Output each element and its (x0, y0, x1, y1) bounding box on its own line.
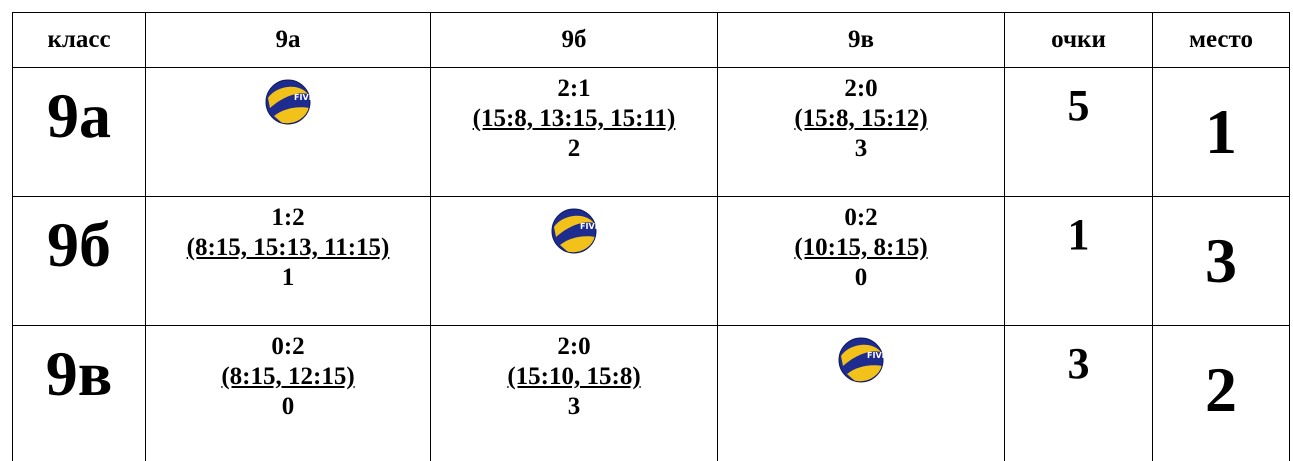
diagonal-cell (431, 197, 718, 326)
match-cell (718, 197, 1005, 326)
points-cell (1005, 68, 1153, 197)
table-row (13, 197, 1290, 326)
points-cell (1005, 326, 1153, 461)
diagonal-cell (718, 326, 1005, 461)
points-cell (1005, 197, 1153, 326)
match-sets: (15:8, 13:15, 15:11) (431, 104, 717, 134)
row-label (13, 326, 146, 461)
svg-text:FIVB: FIVB (867, 351, 888, 360)
volleyball-icon (550, 207, 598, 255)
match-cell (431, 326, 718, 461)
place-cell (1153, 326, 1290, 461)
total-points: 3 (1005, 326, 1152, 386)
row-label-text: 9а (13, 68, 145, 148)
place-value: 3 (1153, 197, 1289, 293)
row-label (13, 197, 146, 326)
match-cell (718, 68, 1005, 197)
header-place: место (1153, 13, 1290, 68)
header-9b: 9б (431, 13, 718, 68)
match-cell (146, 197, 431, 326)
match-cell (146, 326, 431, 461)
svg-text:FIVB: FIVB (580, 222, 601, 231)
volleyball-icon (837, 336, 885, 384)
match-points: 3 (431, 392, 717, 422)
volleyball-icon (264, 78, 312, 126)
table-row (13, 326, 1290, 461)
total-points: 5 (1005, 68, 1152, 128)
place-cell (1153, 197, 1290, 326)
match-score: 1:2 (146, 203, 430, 233)
match-score: 0:2 (146, 332, 430, 362)
header-row (13, 13, 1290, 68)
match-points: 3 (718, 134, 1004, 164)
header-class: класс (13, 13, 146, 68)
place-value: 1 (1153, 68, 1289, 164)
svg-text:FIVB: FIVB (294, 93, 315, 102)
match-points: 1 (146, 263, 430, 293)
header-9a: 9а (146, 13, 431, 68)
place-value: 2 (1153, 326, 1289, 422)
match-cell (431, 68, 718, 197)
match-score: 2:0 (431, 332, 717, 362)
match-score: 2:0 (718, 74, 1004, 104)
table-row (13, 68, 1290, 197)
row-label-text: 9б (13, 197, 145, 277)
cropped-heading-fragment (0, 0, 1293, 12)
place-cell (1153, 68, 1290, 197)
total-points: 1 (1005, 197, 1152, 257)
match-score: 0:2 (718, 203, 1004, 233)
match-points: 0 (718, 263, 1004, 293)
results-table (12, 12, 1290, 461)
match-points: 2 (431, 134, 717, 164)
diagonal-cell (146, 68, 431, 197)
match-sets: (15:10, 15:8) (431, 362, 717, 392)
row-label-text: 9в (13, 326, 145, 406)
match-sets: (15:8, 15:12) (718, 104, 1004, 134)
row-label (13, 68, 146, 197)
match-score: 2:1 (431, 74, 717, 104)
match-points: 0 (146, 392, 430, 422)
header-9v: 9в (718, 13, 1005, 68)
match-sets: (8:15, 12:15) (146, 362, 430, 392)
match-sets: (10:15, 8:15) (718, 233, 1004, 263)
match-sets: (8:15, 15:13, 11:15) (146, 233, 430, 263)
header-points: очки (1005, 13, 1153, 68)
